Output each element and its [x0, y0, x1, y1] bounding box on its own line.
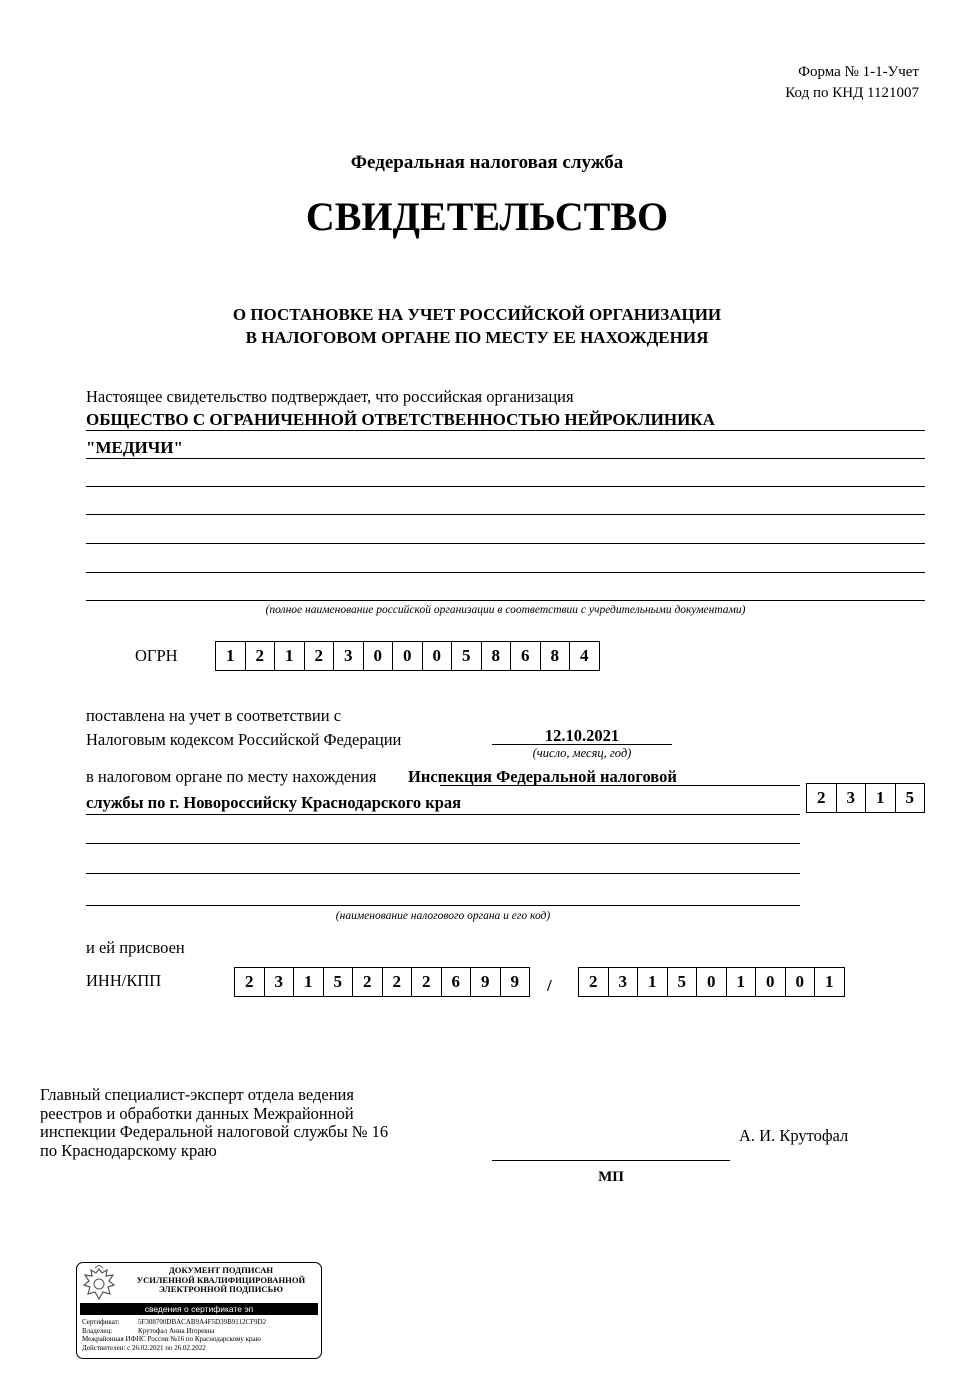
e-signature-valid-row — [82, 1344, 206, 1352]
registration-date-underline — [492, 744, 672, 745]
tax-authority-underline — [86, 843, 800, 844]
owner-key: Владелец: — [82, 1326, 113, 1335]
ogrn-digit: 8 — [541, 642, 571, 671]
ogrn-digit: 5 — [452, 642, 482, 671]
e-signature-owner-row — [82, 1327, 214, 1335]
inn-cells — [234, 967, 530, 997]
inn-kpp-separator: / — [547, 976, 552, 995]
inn-digit: 6 — [442, 968, 472, 997]
registration-text1: поставлена на учет в соответствии с — [86, 706, 342, 725]
kpp-digit: 3 — [609, 968, 639, 997]
valid-value: с 26.02.2021 по 26.02.2022 — [127, 1343, 206, 1352]
tax-authority-underline — [86, 814, 800, 815]
signatory-position-line: инспекции Федеральной налоговой службы № 16 — [40, 1122, 389, 1141]
org-name-line2: "МЕДИЧИ" — [86, 438, 183, 457]
form-knd-code: Код по КНД 1121007 — [785, 85, 919, 101]
ogrn-label: ОГРН — [135, 646, 178, 665]
tax-authority-code-cells — [806, 783, 925, 813]
inn-digit: 3 — [265, 968, 295, 997]
inn-kpp-label: ИНН/КПП — [86, 971, 162, 990]
kpp-digit: 1 — [815, 968, 845, 997]
ogrn-digit: 1 — [216, 642, 246, 671]
seal-label: МП — [598, 1169, 624, 1185]
kpp-digit: 0 — [697, 968, 727, 997]
tax-authority-underline — [440, 785, 800, 786]
tax-authority-caption: (наименование налогового органа и его код) — [335, 910, 551, 922]
signatory-position-line: Главный специалист-эксперт отдела ведения — [40, 1085, 354, 1104]
confirm-text: Настоящее свидетельство подтверждает, что российская организация — [86, 387, 574, 406]
kpp-digit: 1 — [638, 968, 668, 997]
kpp-digit: 2 — [579, 968, 609, 997]
tax-code-digit: 3 — [837, 784, 867, 813]
e-signature-cert-row — [82, 1318, 266, 1326]
ogrn-digit: 2 — [246, 642, 276, 671]
cert-value: 5F308700DBACAB9A4F5D39B9112CF9D2 — [138, 1318, 267, 1326]
registration-text2: Налоговым кодексом Российской Федерации — [86, 730, 402, 749]
tax-authority-name-line1: Инспекция Федеральной налоговой — [408, 767, 677, 786]
org-name-underline — [86, 572, 925, 573]
signature-line — [492, 1160, 730, 1161]
agency-name: Федеральная налоговая служба — [350, 152, 624, 173]
e-signature-header-line: ЭЛЕКТРОННОЙ ПОДПИСЬЮ — [159, 1284, 283, 1294]
ogrn-digit: 6 — [511, 642, 541, 671]
org-name-underline — [86, 543, 925, 544]
e-signature-header-line: УСИЛЕННОЙ КВАЛИФИЦИРОВАННОЙ — [136, 1274, 306, 1285]
org-name-caption: (полное наименование российской организации в соответствии с учредительными документами) — [265, 604, 746, 616]
inn-digit: 2 — [235, 968, 265, 997]
inn-digit: 9 — [471, 968, 501, 997]
kpp-cells — [578, 967, 845, 997]
signatory-position-line: по Краснодарскому краю — [40, 1140, 217, 1160]
registration-date: 12.10.2021 — [544, 726, 620, 745]
coat-of-arms-icon — [81, 1265, 117, 1303]
ogrn-digit: 8 — [482, 642, 512, 671]
kpp-digit: 1 — [727, 968, 757, 997]
valid-key: Действителен: — [82, 1343, 126, 1352]
org-name-underline — [86, 458, 925, 459]
e-signature-issuer-row: Межрайонная ИФНС России №16 по Краснодарскому краю — [82, 1335, 261, 1343]
ogrn-digit: 0 — [393, 642, 423, 671]
inn-digit: 1 — [294, 968, 324, 997]
ogrn-digit: 0 — [423, 642, 453, 671]
org-name-underline — [86, 600, 925, 601]
signatory-position — [40, 1086, 388, 1160]
org-name-underline — [86, 514, 925, 515]
form-header — [785, 62, 919, 104]
org-name-underline — [86, 430, 925, 431]
tax-authority-name-line2: службы по г. Новороссийску Краснодарского края — [86, 793, 462, 812]
inn-digit: 2 — [383, 968, 413, 997]
cert-key: Сертификат: — [82, 1318, 120, 1326]
tax-authority-underline — [86, 873, 800, 874]
document-subtitle-line2: В НАЛОГОВОМ ОРГАНЕ ПО МЕСТУ ЕЕ НАХОЖДЕНИЯ — [245, 328, 709, 347]
owner-value: Крутофал Анна Игоревна — [138, 1326, 215, 1335]
ogrn-digit: 0 — [364, 642, 394, 671]
ogrn-digit: 2 — [305, 642, 335, 671]
tax-code-digit: 5 — [896, 784, 926, 813]
tax-code-digit: 2 — [807, 784, 837, 813]
ogrn-digit: 1 — [275, 642, 305, 671]
inn-digit: 9 — [501, 968, 531, 997]
inn-digit: 5 — [324, 968, 354, 997]
org-name-line1: ОБЩЕСТВО С ОГРАНИЧЕННОЙ ОТВЕТСТВЕННОСТЬЮ НЕЙРОКЛИНИКА — [86, 410, 715, 429]
e-signature-stamp — [76, 1262, 322, 1359]
form-number: Форма № 1-1-Учет — [798, 64, 919, 80]
document-title: СВИДЕТЕЛЬСТВО — [305, 194, 669, 239]
kpp-digit: 0 — [756, 968, 786, 997]
assigned-text: и ей присвоен — [86, 938, 185, 957]
tax-authority-underline — [86, 905, 800, 906]
e-signature-header — [123, 1266, 319, 1295]
ogrn-digit: 4 — [570, 642, 600, 671]
tax-authority-prefix: в налоговом органе по месту нахождения — [86, 767, 377, 786]
inn-digit: 2 — [412, 968, 442, 997]
document-subtitle-line1: О ПОСТАНОВКЕ НА УЧЕТ РОССИЙСКОЙ ОРГАНИЗАЦИИ — [232, 305, 722, 324]
signatory-position-line: реестров и обработки данных Межрайонной — [40, 1103, 354, 1123]
org-name-underline — [86, 486, 925, 487]
registration-date-caption: (число, месяц, год) — [532, 746, 632, 760]
kpp-digit: 0 — [786, 968, 816, 997]
e-signature-header-line: ДОКУМЕНТ ПОДПИСАН — [168, 1265, 274, 1275]
ogrn-cells — [215, 641, 600, 671]
ogrn-digit: 3 — [334, 642, 364, 671]
kpp-digit: 5 — [668, 968, 698, 997]
tax-code-digit: 1 — [866, 784, 896, 813]
signatory-name: А. И. Крутофал — [739, 1126, 849, 1145]
inn-digit: 2 — [353, 968, 383, 997]
e-signature-bar: сведения о сертификате эп — [80, 1303, 318, 1315]
